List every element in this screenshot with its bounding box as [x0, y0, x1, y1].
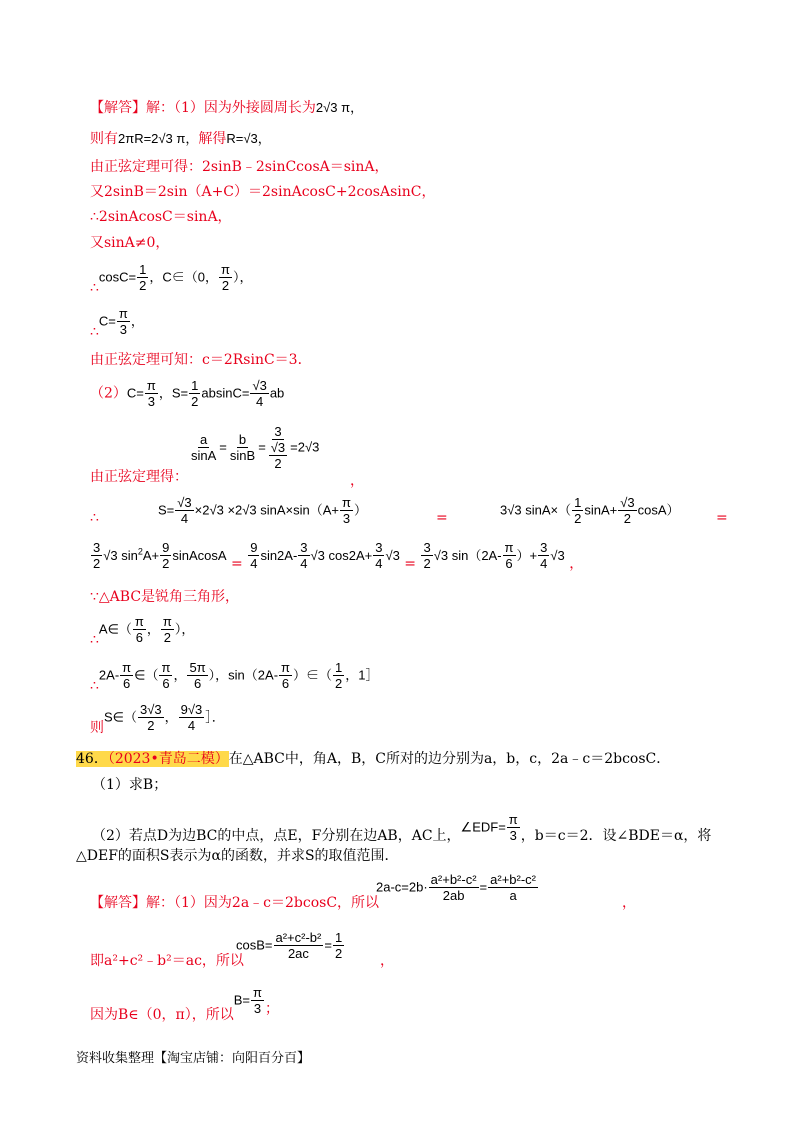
- fraction: $\frac{1}{2}$: [191, 378, 199, 409]
- fraction: $\frac{1}{2}$: [334, 930, 343, 961]
- solution-line-2: 则有2πR=2√3 π，解得R=√3，: [90, 131, 271, 147]
- solution-line-1: 【解答】解：（1）因为外接圆周长为2√3 π，: [90, 100, 364, 116]
- solution-line-11: 由正弦定理得： ，: [90, 469, 364, 489]
- fraction: $\frac{√3}{4}$: [177, 495, 192, 526]
- solution-line-9: 由正弦定理可知：c＝2RsinC＝3．: [90, 352, 312, 368]
- fraction: $\frac{b}{\sin B}$: [229, 432, 256, 463]
- fraction: $\frac{\pi}{3}$: [342, 495, 351, 526]
- page-footer: 资料收集整理【淘宝店铺：向阳百分百】: [76, 1051, 311, 1066]
- fraction: $\frac{3√3}{2}$: [140, 702, 162, 733]
- fraction: $\frac{\pi}{6}$: [504, 540, 514, 571]
- fraction: $\frac{3}{2}$: [93, 540, 101, 571]
- solution46-line-3: 因为B∈（0，π），所以B= $\frac{\pi}{3}$ ；: [90, 985, 280, 1023]
- solution-line-15: ∴A∈（ $\frac{\pi}{6}$ ， $\frac{\pi}{2}$ ），: [90, 614, 195, 648]
- solution-line-17: 则S∈（ $\frac{3√3}{2}$ ， $\frac{9√3}{4}$ ］．: [90, 702, 225, 736]
- fraction: $\frac{\pi}{3}$: [118, 306, 128, 337]
- solution-line-3: 由正弦定理可得：2sinB﹣2sinCcosA＝sinA，: [90, 159, 389, 175]
- answer-tag: 【解答】: [90, 100, 146, 116]
- fraction: $\frac{9}{2}$: [162, 540, 170, 571]
- fraction: $\frac{\pi}{3}$: [253, 985, 263, 1016]
- fraction: $\frac{3}{4}$: [300, 540, 308, 571]
- solution46-line-2: 即a²+c²﹣b²＝ac，所以 cosB= $\frac{\text{a²+c²-b²}}{2ac}$ = $\frac{1}{2}$ ，: [90, 930, 394, 969]
- fraction: $\frac{\text{a²+c²-b²}}{2ac}$: [275, 930, 322, 961]
- solution-line-8: ∴C= $\frac{\pi}{3}$ ，: [90, 306, 144, 340]
- fraction: $\frac{3}{2}$: [423, 540, 431, 571]
- solution46-line-1: 【解答】解：（1）因为2a﹣c＝2bcosC，所以 2a-c=2b· $\frac{\text{a²+b²-c²}}{2ab}$ = $\frac{\text{a²+b²-c²}}{a}$ ，: [90, 872, 636, 911]
- fraction: $\frac{\pi}{6}$: [281, 660, 291, 691]
- fraction: $\frac{\text{a²+b²-c²}}{a}$: [490, 872, 537, 903]
- solution-line-7: ∴cosC= $\frac{1}{2}$ ，C∈（0， $\frac{\pi}{2}$ ），: [90, 262, 253, 296]
- fraction: $\frac{\pi}{3}$: [146, 378, 156, 409]
- fraction: $\frac{\pi}{3}$: [508, 812, 518, 843]
- solution-line-13: $\frac{3}{2}$ √3 $\sin^2A+$ $\frac{9}{2}$ sinAcosA = $\frac{9}{4}$ sin2A- $\frac{3}{4}$ √3 cos2A+ $\frac{3}{4}$ √3 = $\frac{3}{2}$ √3 sin（2A- $\frac{\pi}{6}$ ）+ $\frac{3}{4}$ √3 ，: [93, 540, 584, 572]
- ratio-equation: $\frac{a}{\sin A}$ = $\frac{b}{\sin B}$ = 3 √3 2 =2√3: [191, 424, 320, 471]
- question-source: （2023•青岛二模）: [107, 751, 229, 767]
- fraction: $\frac{\pi}{2}$: [221, 262, 230, 293]
- solution-line-5: ∴2sinAcosC＝sinA，: [90, 209, 232, 225]
- fraction: $\frac{a}{\sin A}$: [191, 432, 217, 463]
- fraction: $\frac{\pi}{6}$: [134, 614, 144, 645]
- solution-line-16: ∴2A- $\frac{\pi}{6}$ ∈（ $\frac{\pi}{6}$ ， $\frac{5\pi}{6}$ ），sin（2A- $\frac{\pi}{6}$ ）∈（ $\frac{1}{2}$ ，1］: [90, 660, 379, 694]
- fraction: $\frac{5\pi}{6}$: [189, 660, 206, 691]
- fraction: $\frac{1}{2}$: [574, 495, 582, 526]
- fraction: $\frac{9√3}{4}$: [180, 702, 203, 733]
- question-46-part2: （2）若点D为边BC的中点，点E，F分别在边AB，AC上，∠EDF= $\frac{\pi}{3}$ ，b＝c＝2．设∠BDE＝α，将: [92, 812, 712, 844]
- fraction: $\frac{1}{2}$: [139, 262, 147, 293]
- fraction: $\frac{\pi}{2}$: [162, 614, 172, 645]
- fraction: $\frac{\text{a²+b²-c²}}{2ab}$: [430, 872, 477, 903]
- fraction: $\frac{3}{4}$: [540, 540, 548, 571]
- fraction: $\frac{\pi}{6}$: [161, 660, 171, 691]
- question-46-part2-cont: △DEF的面积S表示为α的函数，并求S的取值范围．: [76, 848, 399, 864]
- fraction: $\frac{√3}{4}$: [252, 378, 267, 409]
- solution-line-14: ∵△ABC是锐角三角形，: [90, 589, 240, 605]
- fraction: $\frac{√3}{2}$: [620, 495, 635, 526]
- fraction: 3 √3 2: [270, 424, 286, 471]
- solution-line-6: 又sinA≠0，: [90, 235, 170, 251]
- solution-line-4: 又2sinB＝2sin（A+C）＝2sinAcosC+2cosAsinC，: [90, 184, 436, 200]
- fraction: $\frac{1}{2}$: [335, 660, 343, 691]
- fraction: $\frac{9}{4}$: [250, 540, 258, 571]
- question-number: 46．: [76, 751, 108, 767]
- question-46-part1: （1）求B；: [92, 777, 168, 793]
- fraction: $\frac{3}{4}$: [375, 540, 383, 571]
- fraction: $\frac{\pi}{6}$: [122, 660, 132, 691]
- question-46-stem: 46．（2023•青岛二模）在△ABC中，角A，B，C所对的边分别为a，b，c，2a﹣c＝2bcosC．: [76, 751, 671, 767]
- solution-part2-line: （2）C= $\frac{\pi}{3}$ ，S= $\frac{1}{2}$ absinC= $\frac{√3}{4}$ ab: [90, 378, 285, 409]
- solution-line-12: ∴ S= $\frac{√3}{4}$ ×2√3 ×2√3 sinA×sin（A+ $\frac{\pi}{3}$ ） = 3√3 sinA×（ $\frac{1}{2}$ sinA+ $\frac{√3}{2}$ cosA） =: [90, 495, 728, 526]
